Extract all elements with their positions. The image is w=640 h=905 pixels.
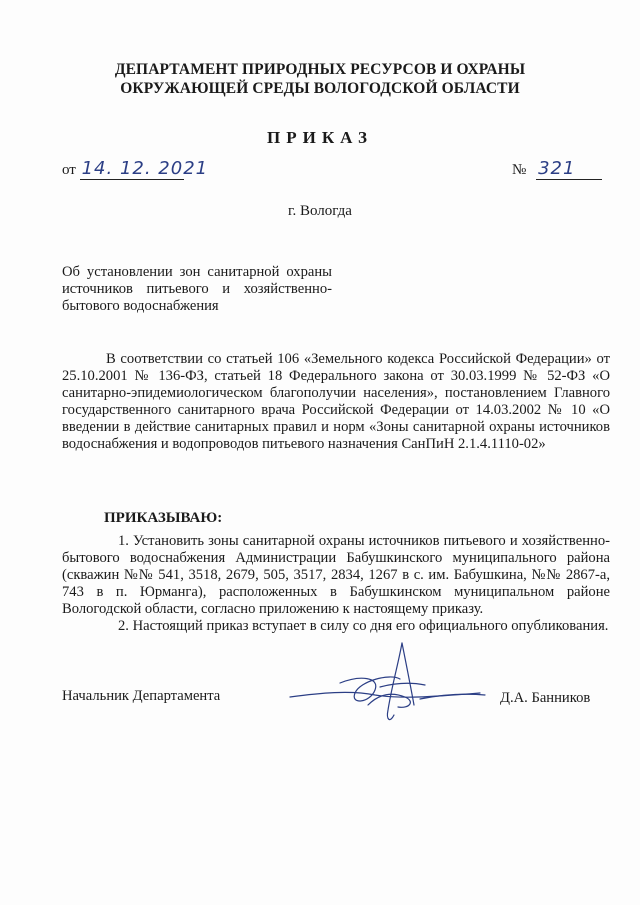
order-item-1: 1. Установить зоны санитарной охраны источников питьевого и хозяйственно-бытового водоснабжения Администрации Бабушкинского муниципального района (скважин №№ 541, 3518, 2679, 505, 3517, 2834, 1267 в с. им. Бабушкина, №№ 2867-а, 743 в п. Юрманга), расположенных в Бабушкинском муниципальном районе Вологодской области, согласно приложению к настоящему приказу. xyxy=(62,533,610,617)
number-prefix: № xyxy=(512,162,527,178)
handwritten-signature xyxy=(280,635,490,730)
signatory-position: Начальник Департамента xyxy=(62,688,221,704)
document-title: ПРИКАЗ xyxy=(267,128,373,147)
number-field xyxy=(512,158,602,180)
order-subject: Об установлении зон санитарной охраны источников питьевого и хозяйственно-бытового водоснабжения xyxy=(62,264,332,314)
handwritten-number: 321 xyxy=(536,158,602,180)
department-header-line1: ДЕПАРТАМЕНТ ПРИРОДНЫХ РЕСУРСОВ И ОХРАНЫ xyxy=(114,61,526,78)
department-header-line2: ОКРУЖАЮЩЕЙ СРЕДЫ ВОЛОГОДСКОЙ ОБЛАСТИ xyxy=(120,80,520,97)
signatory-name: Д.А. Банников xyxy=(500,690,591,706)
handwritten-date: 14. 12. 2021 xyxy=(81,158,209,179)
order-heading: ПРИКАЗЫВАЮ: xyxy=(104,510,223,526)
city-label: г. Вологда xyxy=(288,203,352,219)
order-item-2: 2. Настоящий приказ вступает в силу со дня его официального опубликования. xyxy=(118,618,609,634)
preamble-paragraph: В соответствии со статьей 106 «Земельного кодекса Российской Федерации» от 25.10.2001 № 136-ФЗ, статьей 18 Федерального закона от 30.03.1999 № 52-ФЗ «О санитарно-эпидемиологическом благополучии населения», постановлением Главного государственного санитарного врача Российской Федерации от 14.03.2002 № 10 «О введении в действие санитарных правил и норм «Зоны санитарной охраны источников водоснабжения и водопроводов питьевого назначения СанПиН 2.1.4.1110-02» xyxy=(62,351,610,452)
date-prefix: от xyxy=(62,162,76,178)
department-header xyxy=(0,60,640,98)
date-field xyxy=(62,158,209,180)
order-items xyxy=(62,533,610,635)
